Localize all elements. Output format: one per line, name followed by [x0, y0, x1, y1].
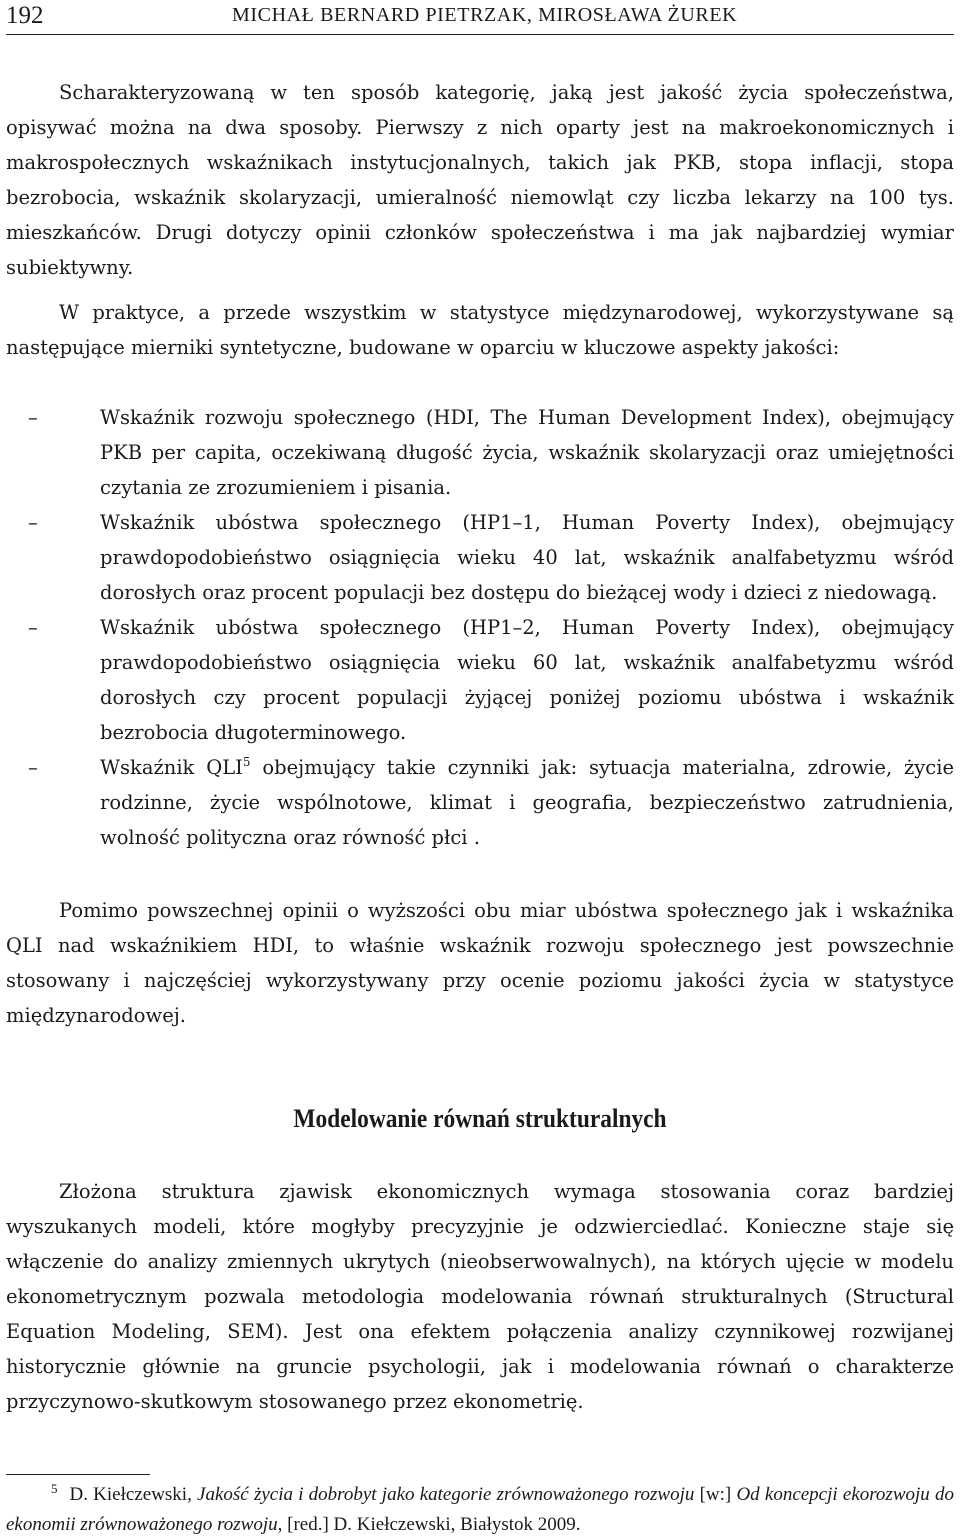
list-item-text: Wskaźnik rozwoju społecznego (HDI, The Human Development Index), obejmujący PKB per capita, oczekiwaną długość życia, wskaźnik skolaryzacji oraz umiejętności czytania ze zrozumieniem i pisania. — [100, 406, 954, 499]
running-head-authors: MICHAŁ BERNARD PIETRZAK, MIROSŁAWA ŻUREK — [232, 4, 738, 26]
list-item-qli — [6, 750, 954, 855]
section-heading: Modelowanie równań strukturalnych — [293, 1104, 667, 1133]
paragraph-hdi-usage: Pomimo powszechnej opinii o wyższości obu miar ubóstwa społecznego jak i wskaźnika QLI nad wskaźnikiem HDI, to właśnie wskaźnik rozwoju społecznego jest powszechnie stosowany i najczęściej wykorzystywany przy ocenie poziomu jakości życia w statystyce międzynarodowej. — [6, 899, 954, 1027]
footnote-title-1: Jakość życia i dobrobyt jako kategorie zrównoważonego rozwoju — [197, 1484, 695, 1505]
list-dash: – — [28, 511, 38, 534]
list-dash: – — [28, 616, 38, 639]
footnote-divider — [6, 1474, 150, 1475]
paragraph-sem-intro: Złożona struktura zjawisk ekonomicznych wymaga stosowania coraz bardziej wyszukanych modeli, które mogłyby precyzyjnie je odzwierciedlać. Konieczne staje się włączenie do analizy zmiennych ukrytych (nieobserwowalnych), na których ujęcie w modelu ekonometrycznym pozwala metodologia modelowania równań strukturalnych (Structural Equation Modeling, SEM). Jest ona efektem połączenia analizy czynnikowej rozwijanej historycznie głównie na gruncie psychologii, jak i modelowania równań o charakterze przyczynowo-skutkowym stosowanego przez ekonometrię. — [6, 1180, 954, 1413]
list-item-hp1-1 — [6, 505, 954, 610]
measures-list — [6, 400, 954, 855]
paragraph-synthetic-measures: W praktyce, a przede wszystkim w statystyce międzynarodowej, wykorzystywane są następujące mierniki syntetyczne, budowane w oparciu w kluczowe aspekty jakości: — [6, 301, 954, 359]
footnote-number: 5 — [51, 1481, 58, 1496]
footnote-title-2: Od koncepcji ekorozwoju do ekonomii zrównoważonego rozwoju — [6, 1484, 954, 1535]
list-dash: – — [28, 406, 38, 429]
footnote-author: D. Kiełczewski, — [69, 1484, 198, 1505]
footnote-mid: [w:] — [694, 1484, 737, 1505]
footnote — [6, 1480, 954, 1540]
list-item-text: obejmujący takie czynniki jak: sytuacja materialna, zdrowie, życie rodzinne, życie wspólnotowe, klimat i geografia, bezpieczeństwo zatrudnienia, wolność polityczna oraz równość płci . — [100, 756, 954, 849]
list-item-text: Wskaźnik ubóstwa społecznego (HP1–1, Human Poverty Index), obejmujący prawdopodobieństwo osiągnięcia wieku 40 lat, wskaźnik analfabetyzmu wśród dorosłych oraz procent populacji bez dostępu do bieżącej wody i dzieci z niedowagą. — [100, 511, 954, 604]
footnote-end: , [red.] D. Kiełczewski, Białystok 2009. — [277, 1514, 581, 1535]
page-header — [6, 0, 954, 35]
list-item-hp1-2 — [6, 610, 954, 750]
list-item-hdi — [6, 400, 954, 505]
footnote-reference[interactable]: 5 — [242, 755, 251, 769]
list-item-text: Wskaźnik ubóstwa społecznego (HP1–2, Human Poverty Index), obejmujący prawdopodobieństwo osiągnięcia wieku 60 lat, wskaźnik analfabetyzmu wśród dorosłych czy procent populacji żyjącej poniżej poziomu ubóstwa i wskaźnik bezrobocia długoterminowego. — [100, 616, 954, 744]
page-number: 192 — [6, 2, 44, 29]
paragraph-quality-of-life: Scharakteryzowaną w ten sposób kategorię, jaką jest jakość życia społeczeństwa, opisywać można na dwa sposoby. Pierwszy z nich oparty jest na makroekonomicznych i makrospołecznych wskaźnikach instytucjonalnych, takich jak PKB, stopa inflacji, stopa bezrobocia, wskaźnik skolaryzacji, umieralność niemowląt czy liczba lekarzy na 100 tys. mieszkańców. Drugi dotyczy opinii członków społeczeństwa i ma jak najbardziej wymiar subiektywny. — [6, 81, 954, 279]
list-item-text: Wskaźnik QLI — [100, 756, 243, 779]
list-dash: – — [28, 756, 38, 779]
